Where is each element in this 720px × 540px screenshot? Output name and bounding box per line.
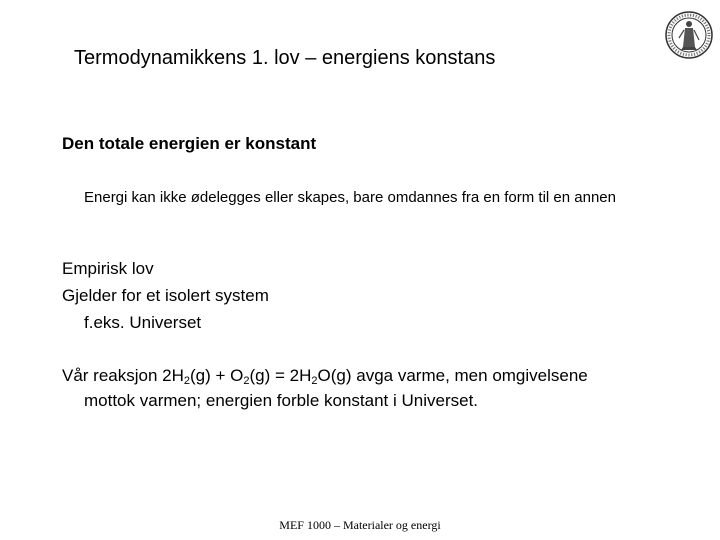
slide-title: Termodynamikkens 1. lov – energiens konstans (74, 47, 496, 69)
section-heading: Den totale energien er konstant (62, 134, 317, 153)
reaction-line2: mottok varmen; energien forble konstant i Universet. (84, 391, 479, 410)
reaction-part3: (g) = 2H (249, 366, 312, 385)
reaction-subscript-o2: 2 (243, 375, 250, 387)
list-item-example-universe: f.eks. Universet (84, 313, 202, 332)
slide-footer: MEF 1000 – Materialer og energi (279, 518, 441, 532)
university-seal-icon (664, 10, 714, 60)
reaction-part2: (g) + O (190, 366, 244, 385)
list-item-isolated-system: Gjelder for et isolert system (62, 286, 269, 305)
reaction-text (62, 366, 702, 410)
reaction-subscript-h2o: 2 (311, 375, 318, 387)
reaction-prefix: Vår reaksjon 2H (62, 366, 184, 385)
reaction-subscript-h2: 2 (183, 375, 191, 387)
list-item-empirical-law: Empirisk lov (62, 259, 154, 278)
reaction-part4: O(g) avga varme, men omgivelsene (317, 366, 588, 385)
body-paragraph: Energi kan ikke ødelegges eller skapes, bare omdannes fra en form til en annen (84, 189, 616, 206)
